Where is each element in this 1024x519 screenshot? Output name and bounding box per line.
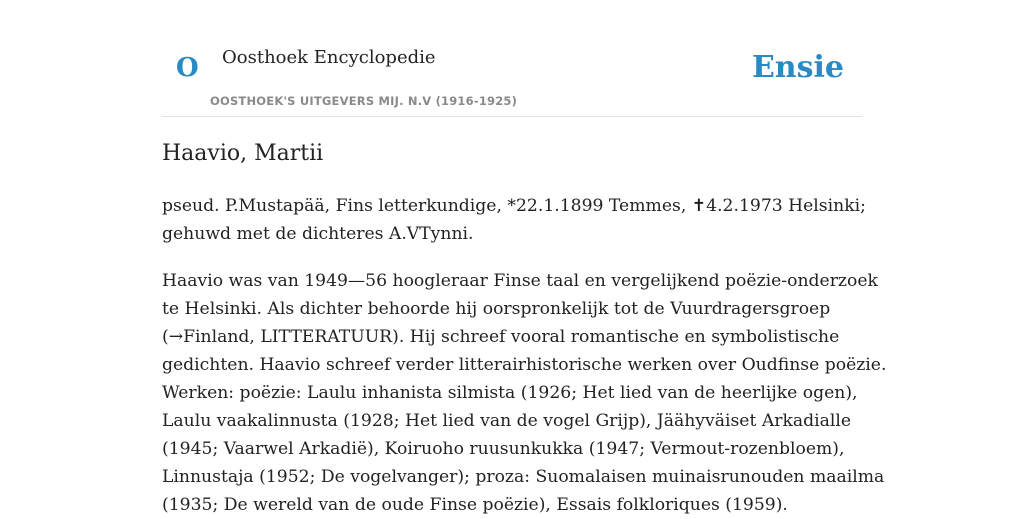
paragraph-line: pseud. P.Mustapää, Fins letterkundige, *22.1.1899 Temmes, ✝4.2.1973 Helsinki; [162, 196, 866, 216]
entry-paragraph-1 [162, 192, 866, 248]
entry-paragraph-2 [162, 267, 887, 519]
publisher-subtitle: OOSTHOEK'S UITGEVERS MIJ. N.V (1916-1925) [210, 94, 518, 108]
encyclopedia-page [162, 0, 887, 515]
publication-logo[interactable]: O [176, 53, 199, 83]
paragraph-line: Laulu vaakalinnusta (1928; Het lied van de vogel Grijp), Jäähyväiset Arkadialle [162, 411, 852, 431]
publication-title[interactable]: Oosthoek Encyclopedie [222, 47, 436, 68]
paragraph-line: te Helsinki. Als dichter behoorde hij oorspronkelijk tot de Vuurdragersgroep [162, 299, 831, 319]
ensie-logo[interactable]: Ensie [751, 50, 844, 85]
paragraph-line: (→Finland, LITTERATUUR). Hij schreef vooral romantische en symbolistische [162, 327, 840, 347]
paragraph-line: Haavio was van 1949—56 hoogleraar Finse taal en vergelijkend poëzie-onderzoek [162, 271, 878, 291]
site-header [162, 0, 862, 117]
paragraph-line: gehuwd met de dichteres A.VTynni. [162, 224, 474, 244]
paragraph-line: (1945; Vaarwel Arkadië), Koiruoho ruusunkukka (1947; Vermout-rozenbloem), [162, 439, 845, 459]
entry-title: Haavio, Martii [162, 141, 324, 166]
paragraph-line: (1935; De wereld van de oude Finse poëzie), Essais folkloriques (1959). [162, 495, 788, 515]
paragraph-line: Linnustaja (1952; De vogelvanger); proza: Suomalaisen muinaisrunouden maailma [162, 467, 885, 487]
paragraph-line: Werken: poëzie: Laulu inhanista silmista (1926; Het lied van de heerlijke ogen), [162, 383, 858, 403]
paragraph-line: gedichten. Haavio schreef verder litterairhistorische werken over Oudfinse poëzie. [162, 355, 887, 375]
